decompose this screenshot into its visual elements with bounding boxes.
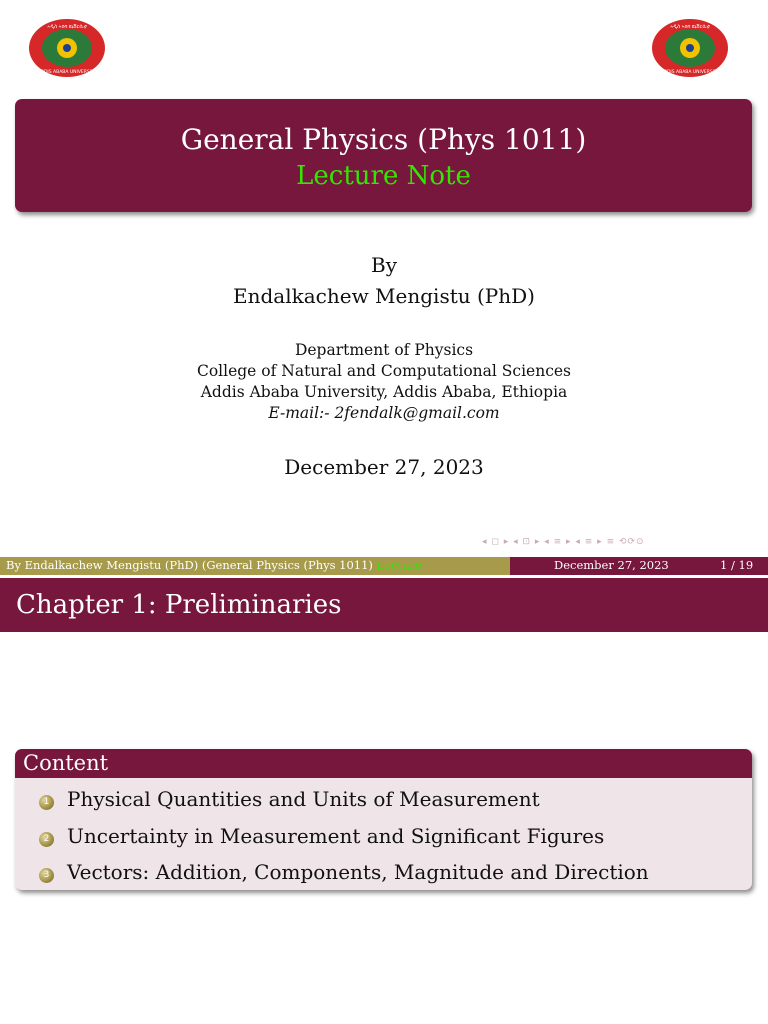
title-block [15, 99, 752, 212]
footer-date: December 27, 2023 [554, 558, 669, 572]
list-item-text: Physical Quantities and Units of Measurement [67, 787, 540, 811]
presentation-date: December 27, 2023 [284, 455, 484, 479]
university: Addis Ababa University, Addis Ababa, Ethiopia [200, 383, 568, 401]
slide-footer [0, 557, 768, 575]
svg-text:ኣዲስ ኣበባ ዩኒቨርሲቲ: ኣዲስ ኣበባ ዩኒቨርሲቲ [47, 24, 87, 30]
email: E-mail:- 2fendalk@gmail.com [268, 404, 500, 422]
content-heading: Content [23, 751, 109, 775]
svg-text:ADDIS ABABA UNIVERSITY: ADDIS ABABA UNIVERSITY [660, 70, 720, 75]
list-item [39, 824, 604, 848]
list-item-text: Uncertainty in Measurement and Significant Figures [67, 824, 605, 848]
list-item [39, 860, 649, 884]
college: College of Natural and Computational Sciences [196, 362, 572, 380]
svg-text:ADDIS ABABA UNIVERSITY: ADDIS ABABA UNIVERSITY [37, 70, 97, 75]
list-item [39, 787, 540, 811]
university-logo-right [651, 18, 729, 78]
list-item-text: Vectors: Addition, Components, Magnitude and Direction [67, 860, 649, 884]
numbered-bullet-icon: 1 [39, 795, 54, 810]
svg-text:ኣዲስ ኣበባ ዩኒቨርሲቲ: ኣዲስ ኣበባ ዩኒቨርሲቲ [670, 24, 710, 30]
footer-left-highlight: Lecture [376, 558, 422, 572]
presentation-title: General Physics (Phys 1011) [180, 123, 587, 156]
chapter-title: Chapter 1: Preliminaries [16, 590, 342, 620]
department: Department of Physics [294, 341, 474, 359]
numbered-bullet-icon: 3 [39, 868, 54, 883]
footer-page-number: 1 / 19 [720, 558, 754, 572]
by-label: By [371, 253, 397, 277]
content-block-header [15, 749, 752, 778]
footer-left-text: By Endalkachew Mengistu (PhD) (General Physics (Phys 1011) [6, 558, 373, 572]
author-name: Endalkachew Mengistu (PhD) [233, 284, 535, 308]
footer-date-page [510, 557, 768, 575]
presentation-subtitle: Lecture Note [296, 161, 471, 191]
numbered-bullet-icon: 2 [39, 832, 54, 847]
navigation-symbols[interactable]: ◂ ◻ ▸ ◂ ⊡ ▸ ◂ ≡ ▸ ◂ ≡ ▸ ≡ ⟲⟳⊙ [482, 537, 645, 547]
footer-author-title [0, 557, 510, 575]
content-block [15, 749, 752, 890]
frame-title-bar [0, 578, 768, 632]
university-logo-left [28, 18, 106, 78]
